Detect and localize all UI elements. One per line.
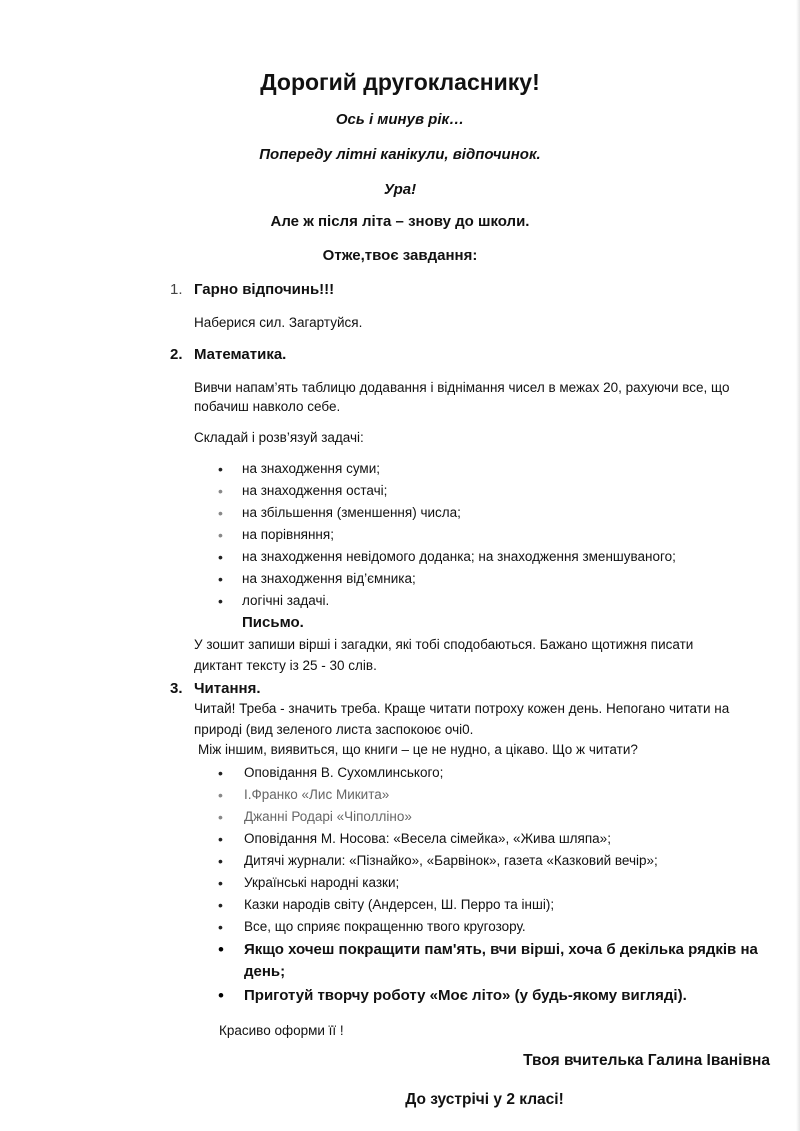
bullet-icon: •	[218, 853, 223, 869]
bullet-icon: •	[218, 940, 224, 959]
writing-line-1: У зошит запиши вірші і загадки, які тобі сподобаються. Бажано щотижня писати	[194, 637, 694, 652]
book-item: Все, що сприяє покращенню твого кругозору.	[244, 919, 526, 934]
creative-task: Приготуй творчу роботу «Моє літо» (у будь-якому вигляді).	[244, 987, 687, 1004]
bullet-icon: •	[218, 461, 223, 477]
book-item: Оповідання М. Носова: «Весела сімейка», «Жива шляпа»;	[244, 831, 611, 846]
section-3-number: 3.	[170, 680, 183, 697]
book-item: Оповідання В. Сухомлинського;	[244, 765, 444, 780]
bullet-icon: •	[218, 897, 223, 913]
intro-line-2: Попереду літні канікули, відпочинок.	[259, 146, 541, 163]
reading-line-2: природі (вид зеленого листа заспокоює очі0.	[194, 722, 474, 737]
task-item: на знаходження суми;	[242, 461, 380, 476]
math-paragraph-line-1: Вивчи напам’ять таблицю додавання і віднімання чисел в межах 20, рахуючи все, що	[194, 380, 730, 395]
writing-heading: Письмо.	[242, 614, 304, 631]
scan-edge	[796, 0, 800, 1131]
bullet-icon: •	[218, 809, 223, 825]
section-1-heading: Гарно відпочинь!!!	[194, 281, 335, 298]
section-1-text: Наберися сил. Загартуйся.	[194, 315, 363, 330]
bullet-icon: •	[218, 571, 223, 587]
bullet-icon: •	[218, 527, 223, 543]
bullet-icon: •	[218, 787, 223, 803]
intro-line-3: Ура!	[383, 181, 417, 198]
memory-tip-line-1: Якщо хочеш покращити пам'ять, вчи вірші, хоча б декілька рядків на	[244, 941, 758, 958]
task-item: на порівняння;	[242, 527, 334, 542]
book-item: Джанні Родарі «Чіполліно»	[244, 809, 412, 824]
bullet-icon: •	[218, 505, 223, 521]
task-item: логічні задачі.	[242, 593, 330, 608]
book-item: І.Франко «Лис Микита»	[244, 787, 390, 802]
book-item: Дитячі журнали: «Пізнайко», «Барвінок», газета «Казковий вечір»;	[244, 853, 658, 868]
task-item: на знаходження остачі;	[242, 483, 388, 498]
intro-line-1: Ось і минув рік…	[335, 111, 465, 128]
bullet-icon: •	[218, 549, 223, 565]
bullet-icon: •	[218, 919, 223, 935]
writing-line-2: диктант тексту із 25 - 30 слів.	[194, 658, 377, 673]
math-paragraph-2: Складай і розв’язуй задачі:	[194, 430, 364, 445]
bullet-icon: •	[218, 483, 223, 499]
task-item: на збільшення (зменшення) числа;	[242, 505, 461, 520]
task-item: на знаходження від’ємника;	[242, 571, 416, 586]
bullet-icon: •	[218, 593, 223, 609]
book-item: Казки народів світу (Андерсен, Ш. Перро та інші);	[244, 897, 555, 912]
section-2-number: 2.	[170, 346, 183, 363]
section-1-number: 1.	[170, 281, 183, 298]
section-3-heading: Читання.	[194, 680, 261, 697]
intro-line-4: Але ж після літа – знову до школи.	[270, 213, 530, 230]
bullet-icon: •	[218, 831, 223, 847]
book-item: Українські народні казки;	[244, 875, 400, 890]
page-title: Дорогий другокласнику!	[260, 69, 540, 95]
teacher-signature: Твоя вчителька Галина Іванівна	[523, 1052, 770, 1069]
intro-line-5: Отже,твоє завдання:	[322, 247, 478, 264]
section-2-heading: Математика.	[194, 346, 287, 363]
reading-line-3: Між іншим, виявиться, що книги – це не нудно, а цікаво. Що ж читати?	[198, 742, 638, 757]
math-paragraph-line-2: побачиш навколо себе.	[194, 399, 341, 414]
bullet-icon: •	[218, 875, 223, 891]
reading-line-1: Читай! Треба - значить треба. Краще читати потроху кожен день. Непогано читати на	[194, 701, 730, 716]
memory-tip-line-2: день;	[244, 963, 286, 980]
bullet-icon: •	[218, 986, 224, 1005]
farewell-line: До зустрічі у 2 класі!	[405, 1091, 564, 1108]
task-item: на знаходження невідомого доданка; на знаходження зменшуваного;	[242, 549, 676, 564]
closing-note: Красиво оформи її !	[219, 1023, 344, 1038]
bullet-icon: •	[218, 765, 223, 781]
